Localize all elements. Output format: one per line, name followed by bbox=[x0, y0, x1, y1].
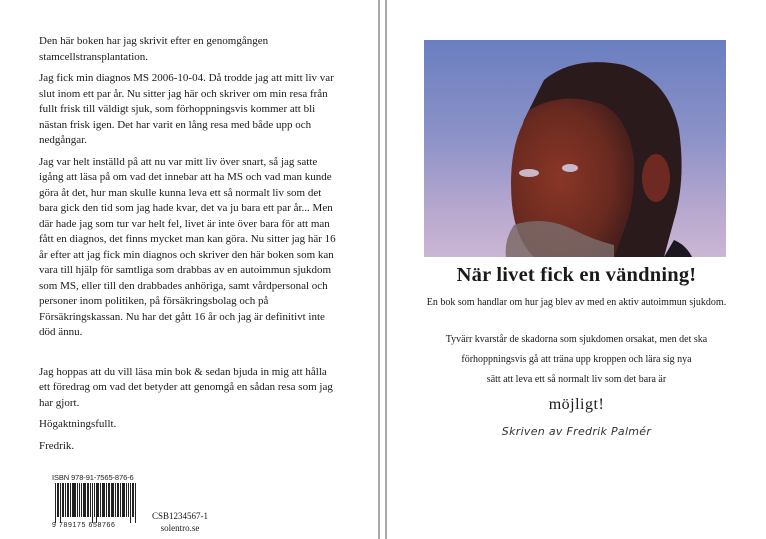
emphasis-word: möjligt! bbox=[548, 396, 605, 413]
barcode-digits: 9 789175 658766 bbox=[52, 522, 116, 529]
barcode-bars-icon bbox=[55, 483, 137, 521]
product-code: CSB1234567-1 bbox=[151, 511, 208, 521]
isbn-barcode bbox=[52, 473, 138, 530]
publisher-site: solentro.se bbox=[160, 523, 200, 533]
author-portrait-photo bbox=[424, 40, 726, 257]
cover-blurb bbox=[407, 330, 746, 390]
blurb-line: förhoppningsvis gå att träna upp kroppen och lära sig nya bbox=[461, 354, 692, 365]
spine-left-edge bbox=[378, 0, 380, 539]
author-line: Skriven av Fredrik Palmér bbox=[501, 425, 652, 438]
front-cover bbox=[387, 0, 766, 539]
paragraph-invitation: Jag hoppas att du vill läsa min bok & sedan bjuda in mig att hålla ett föredrag om vad det betyder att genomgå en sådan resa som jag har gjort. bbox=[39, 365, 333, 409]
blurb-line: Tyvärr kvarstår de skadorna som sjukdomen orsakat, men det ska bbox=[445, 334, 708, 345]
publisher-info bbox=[130, 510, 230, 534]
isbn-label: ISBN 978-91-7565-876-6 bbox=[52, 473, 134, 482]
signature: Fredrik. bbox=[39, 439, 75, 452]
paragraph-diagnosis: Jag fick min diagnos MS 2006-10-04. Då trodde jag att mitt liv var slut inom ett par år. Nu sitter jag här och skriver om min resa från fullt frisk till väldigt sjuk, som förhoppningsvis kommer att bli nästan frisk igen. Det har varit en lång resa med både upp och nedgångar. bbox=[39, 72, 334, 146]
paragraph-journey: Jag var helt inställd på att nu var mitt liv över snart, så jag satte igång att läsa på om vad det innebar att ha MS och vad man kunde göra åt det, hur man skulle kunna leva ett så normalt liv som det bara gick den tid som jag hade kvar, det va ju bara ett par år... Men där hade jag som tur var helt fel, livet är inte över bara för att man fått en diagnos, det finns mycket man kan göra. Nu sitter jag här 16 år efter att jag fick min diagnos och skriver den här boken som kan vara till hjälp för samtliga som drabbas av en autoimmun sjukdom som MS, eller till den drabbades anhöriga, samt vårdpersonal och personer inom politiken, på försäkringsbolag och på Försäkringskassan. Nu har det gått 16 år och jag är definitivt inte död ännu. bbox=[39, 155, 336, 338]
back-cover-text bbox=[39, 34, 339, 460]
book-title: När livet fick en vändning! bbox=[456, 264, 697, 286]
back-cover bbox=[0, 0, 379, 539]
blurb-line: sätt att leva ett så normalt liv som det bara är bbox=[486, 374, 667, 385]
paragraph-intro: Den här boken har jag skrivit efter en genomgången stamcellstransplantation. bbox=[39, 35, 269, 63]
closing-salutation: Högaktningsfullt. bbox=[39, 418, 117, 430]
book-subtitle: En bok som handlar om hur jag blev av med en aktiv autoimmun sjukdom. bbox=[426, 297, 727, 308]
portrait-illustration-icon bbox=[424, 40, 726, 257]
